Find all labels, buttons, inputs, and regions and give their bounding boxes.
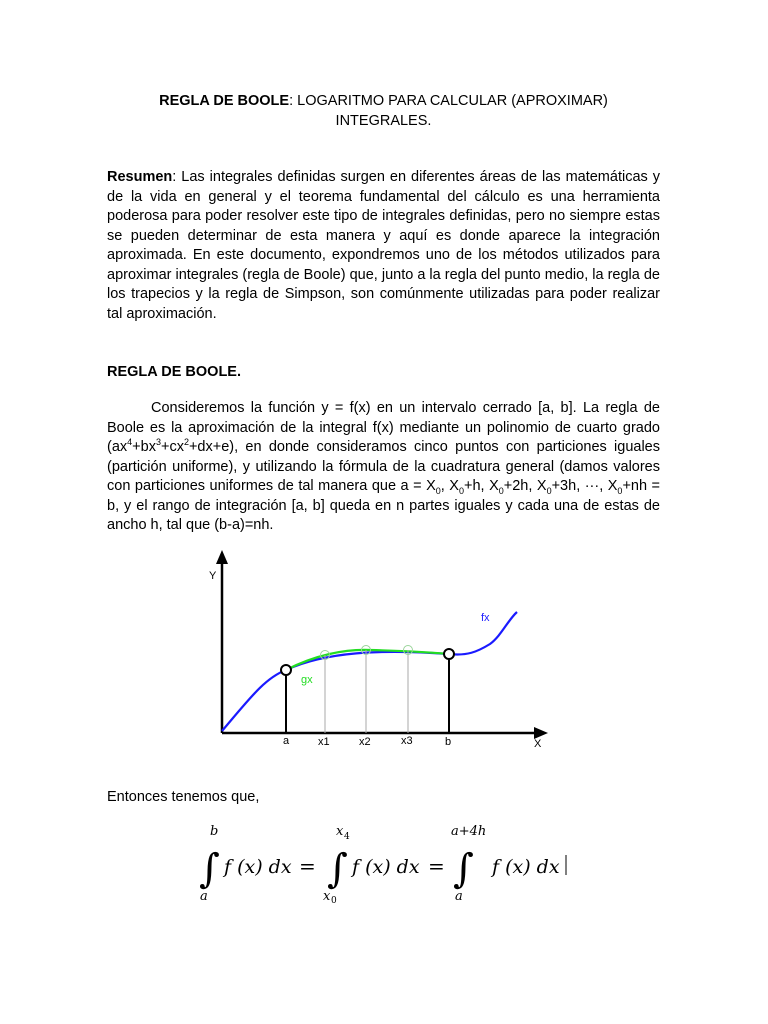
section-paragraph bbox=[107, 399, 660, 536]
integrand-2: f (x) dx bbox=[352, 856, 420, 878]
para-text: +h, X bbox=[464, 478, 499, 494]
int2-upper: x bbox=[336, 824, 344, 839]
para-text: Consideremos la función y = f(x) en un intervalo cerrado [a, b]. La regla de Boole es la aproximación de la integral f(x) mediante un polinomio de cuarto grado (ax bbox=[107, 400, 660, 455]
int1-upper: b bbox=[210, 824, 219, 839]
para-text: +2h, X bbox=[503, 478, 547, 494]
para-text: +nh = b, y el rango de integración [a, b] queda en n partes iguales y cada una de estas de ancho h, tal que (b-a)=nh. bbox=[107, 478, 661, 533]
tick-x2: x2 bbox=[359, 736, 371, 748]
sup-2: 2 bbox=[183, 437, 189, 448]
para-text: +3h, ···, X bbox=[551, 478, 618, 494]
tick-x1: x1 bbox=[318, 736, 330, 748]
title-rest: : LOGARITMO PARA CALCULAR (APROXIMAR) bbox=[289, 93, 608, 109]
summary-label: Resumen bbox=[107, 169, 173, 185]
boole-diagram bbox=[205, 548, 565, 753]
summary-text: : Las integrales definidas surgen en diferentes áreas de las matemáticas y de la vida en general y el teorema fundamental del cálculo es una herramienta poderosa para poder resolver este tipo de integrales definidas, pero no siempre estas se pueden determinar de esta manera y aquí es donde aparece la integración aproximada. En este documento, expondremos uno de los métodos utilizados para aproximar integrales (regla de Boole) que, junto a la regla del punto medio, la regla de los trapecios y la regla de Simpson, son comúnmente utilizadas para poder realizar tal aproximación. bbox=[107, 169, 660, 322]
conclusion-text: Entonces tenemos que, bbox=[107, 789, 260, 805]
sub-0: 0 bbox=[435, 485, 441, 496]
boole-equation bbox=[195, 815, 575, 910]
x-axis-label: X bbox=[534, 738, 542, 750]
int1-lower: a bbox=[200, 889, 208, 904]
integrand-3: f (x) dx bbox=[492, 856, 560, 878]
tick-b: b bbox=[445, 736, 452, 748]
sub-0: 0 bbox=[546, 485, 552, 496]
integral-sign-3: ∫ bbox=[453, 846, 474, 892]
int2-upper-sub: 4 bbox=[344, 832, 350, 842]
sub-0: 0 bbox=[498, 485, 504, 496]
para-text: +dx+e), en donde consideramos cinco puntos con particiones iguales (partición uniforme), y utilizando la fórmula de la cuadratura general (damos valores con particiones uniformes de tal manera que a = X bbox=[107, 439, 660, 494]
y-axis-label: Y bbox=[209, 570, 217, 582]
sub-0: 0 bbox=[458, 485, 464, 496]
para-text: +bx bbox=[132, 439, 156, 455]
fx-label: fx bbox=[481, 612, 490, 624]
fx-curve bbox=[222, 612, 517, 731]
tick-x3: x3 bbox=[401, 735, 413, 747]
integral-sign-2: ∫ bbox=[327, 846, 348, 892]
title-bold: REGLA DE BOOLE bbox=[159, 93, 290, 109]
gx-label: gx bbox=[301, 674, 313, 686]
summary-paragraph bbox=[107, 168, 660, 324]
y-axis-arrow bbox=[216, 550, 228, 564]
integral-sign-1: ∫ bbox=[199, 846, 220, 892]
int2-lower: x bbox=[323, 889, 331, 904]
document-title bbox=[107, 91, 660, 131]
section-heading: REGLA DE BOOLE. bbox=[107, 364, 241, 380]
point-b bbox=[444, 649, 454, 659]
tick-a: a bbox=[283, 735, 290, 747]
integrand-1: f (x) dx bbox=[224, 856, 292, 878]
sup-3: 3 bbox=[155, 437, 161, 448]
int2-lower-sub: 0 bbox=[331, 896, 337, 906]
int3-lower: a bbox=[455, 889, 463, 904]
para-text: +cx bbox=[160, 439, 184, 455]
int3-upper: a+4h bbox=[451, 824, 487, 839]
sub-0: 0 bbox=[617, 485, 623, 496]
para-text: , X bbox=[440, 478, 459, 494]
equals-2: = bbox=[428, 854, 445, 878]
sup-4: 4 bbox=[127, 437, 133, 448]
equals-1: = bbox=[299, 854, 316, 878]
point-a bbox=[281, 665, 291, 675]
title-line2: INTEGRALES. bbox=[335, 113, 432, 129]
